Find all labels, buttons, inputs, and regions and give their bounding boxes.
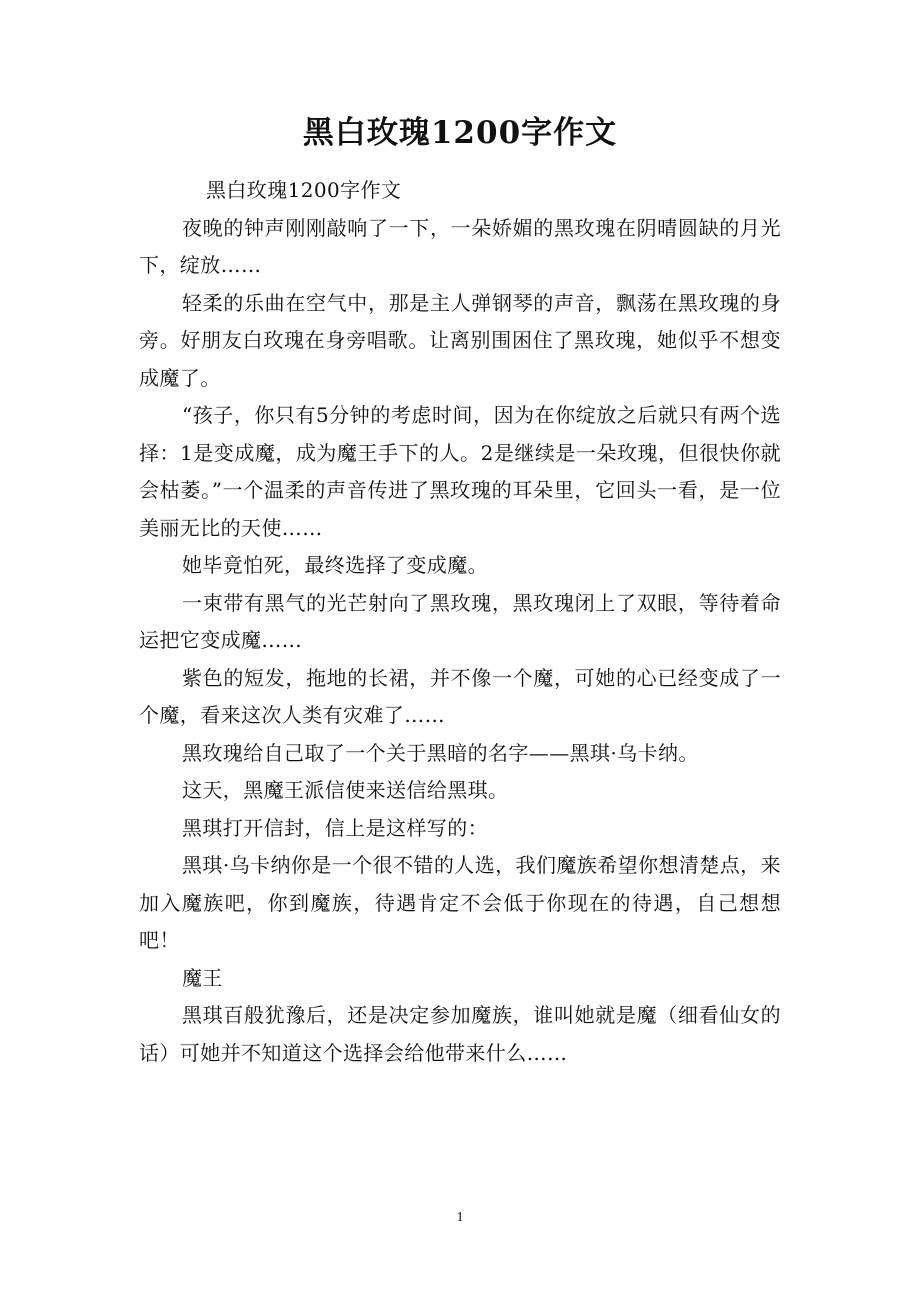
paragraph: 这天，黑魔王派信使来送信给黑琪。	[182, 778, 509, 802]
letter-signature: 魔王	[182, 965, 223, 990]
paragraph: 黑琪打开信封，信上是这样写的：	[182, 815, 488, 840]
paragraph: 紫色的短发，拖地的长裙，并不像一个魔，可她的心已经变成了一个魔，看来这次人类有灾难了……	[139, 665, 781, 727]
paragraph: 她毕竟怕死，最终选择了变成魔。	[182, 553, 488, 577]
paragraph: 黑玫瑰给自己取了一个关于黑暗的名字——黑琪·乌卡纳。	[182, 740, 699, 765]
paragraph: 轻柔的乐曲在空气中，那是主人弹钢琴的声音，飘荡在黑玫瑰的身旁。好朋友白玫瑰在身旁唱歌。让离别围困住了黑玫瑰，她似乎不想变成魔了。	[139, 290, 781, 390]
paragraph: “孩子，你只有5分钟的考虑时间，因为在你绽放之后就只有两个选择：1是变成魔，成为魔王手下的人。2是继续是一朵玫瑰，但很快你就会枯萎。”一个温柔的声音传进了黑玫瑰的耳朵里，它回头一看，是一位美丽无比的天使……	[139, 403, 781, 540]
document-body	[139, 172, 781, 1072]
paragraph: 黑琪·乌卡纳你是一个很不错的人选，我们魔族希望你想清楚点，来加入魔族吧，你到魔族，待遇肯定不会低于你现在的待遇，自己想想吧！	[139, 853, 781, 952]
document-title: 黑白玫瑰1200字作文	[302, 115, 618, 151]
document-subtitle: 黑白玫瑰1200字作文	[206, 178, 402, 202]
paragraph: 一束带有黑气的光芒射向了黑玫瑰，黑玫瑰闭上了双眼，等待着命运把它变成魔……	[139, 590, 781, 652]
paragraph: 夜晚的钟声刚刚敲响了一下，一朵娇媚的黑玫瑰在阴晴圆缺的月光下，绽放……	[139, 215, 781, 277]
page-number: 1	[456, 1210, 464, 1225]
paragraph: 黑琪百般犹豫后，还是决定参加魔族，谁叫她就是魔（细看仙女的话）可她并不知道这个选择会给他带来什么……	[139, 1003, 781, 1065]
